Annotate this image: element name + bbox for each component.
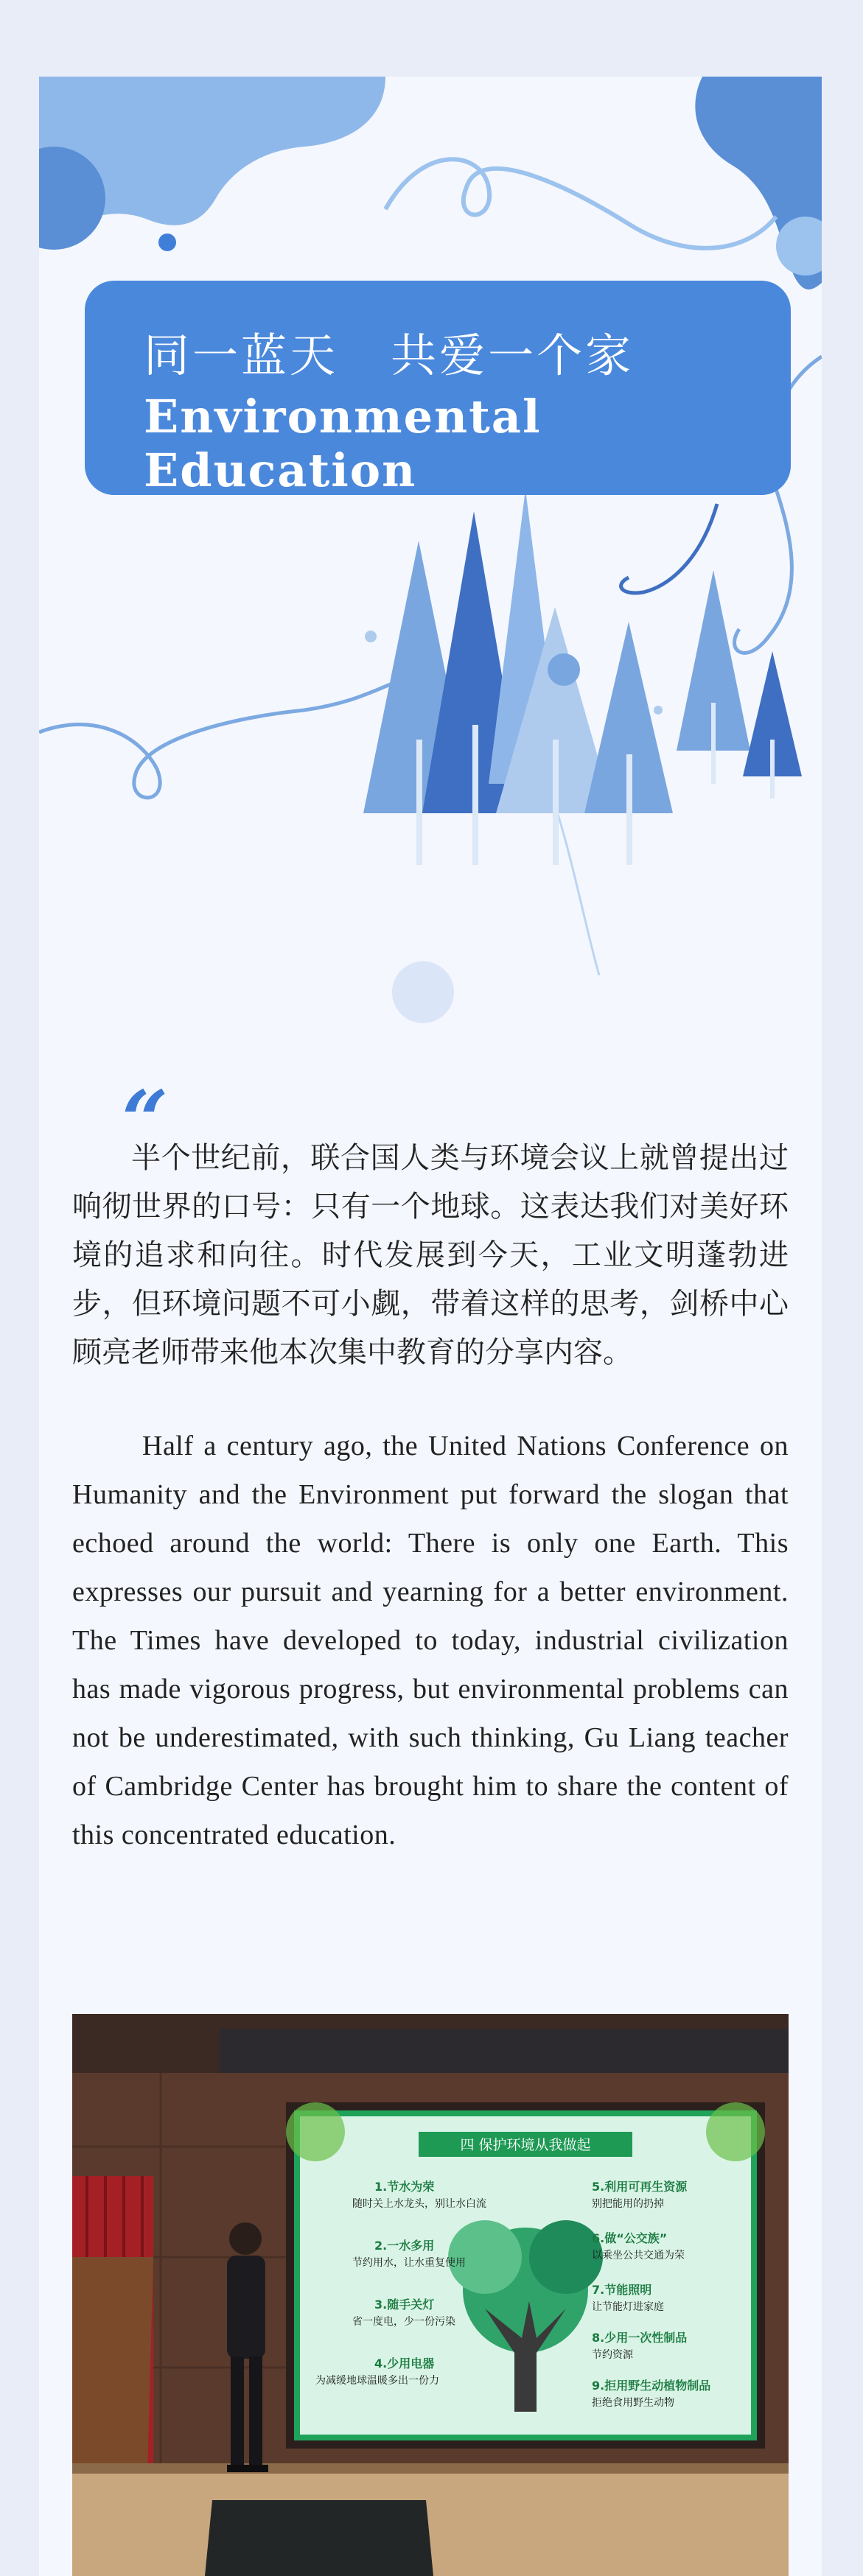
slide-item-left: 1.节水为荣 bbox=[374, 2180, 435, 2194]
slide-item-right-sub: 以乘坐公共交通为荣 bbox=[592, 2250, 685, 2261]
slide-item-right: 9.拒用野生动植物制品 bbox=[592, 2379, 711, 2393]
slide-item-right-sub: 拒绝食用野生动物 bbox=[592, 2397, 674, 2409]
slide-title: 四 保护环境从我做起 bbox=[460, 2137, 591, 2153]
article-card bbox=[39, 77, 822, 2576]
slide-item-left: 3.随手关灯 bbox=[374, 2298, 435, 2312]
quote-mark-icon: “ bbox=[122, 1073, 169, 1168]
slide-item-left: 2.一水多用 bbox=[374, 2239, 435, 2253]
paragraph-english: Half a century ago, the United Nations Conference on Humanity and the Environment put forward the slogan that echoed around the world: There is only one Earth. This expresses our pursuit and yearning for a better environment. The Times have developed to today, industrial civilization has made vigorous progress, but environmental problems can not be underestimated, with such thinking, Gu Liang teacher of Cambridge Center has brought him to share the content of this concentrated education. bbox=[72, 1431, 789, 1850]
title-chinese: 同一蓝天 共爱一个家 bbox=[144, 329, 635, 382]
tree-group bbox=[363, 489, 802, 865]
slide-item-right-sub: 节约资源 bbox=[592, 2349, 633, 2361]
slide-item-right-sub: 让节能灯进家庭 bbox=[592, 2301, 664, 2313]
title-english: Environmental Education bbox=[144, 390, 542, 497]
slide-item-left-sub: 为减缓地球温暖多出一份力 bbox=[315, 2375, 439, 2387]
slide-item-right: 7.节能照明 bbox=[592, 2283, 652, 2297]
slide-item-left-sub: 随时关上水龙头，别让水白流 bbox=[352, 2198, 486, 2210]
slide-item-right: 5.利用可再生资源 bbox=[592, 2180, 688, 2194]
slide-item-left-sub: 省一度电，少一份污染 bbox=[352, 2316, 455, 2328]
header-decoration bbox=[39, 77, 822, 1034]
slide-item-right-sub: 别把能用的扔掉 bbox=[592, 2198, 664, 2210]
title-banner bbox=[85, 281, 791, 495]
lecture-photo bbox=[72, 2014, 789, 2576]
slide-item-right: 8.少用一次性制品 bbox=[592, 2331, 688, 2345]
slide-item-left-sub: 节约用水，让水重复使用 bbox=[352, 2257, 466, 2269]
slide-item-left: 4.少用电器 bbox=[374, 2356, 435, 2370]
slide-item-right: 6.做“公交族” bbox=[592, 2231, 668, 2245]
paragraph-chinese: 半个世纪前，联合国人类与环境会议上就曾提出过响彻世界的口号：只有一个地球。这表达我们对美好环境的追求和向往。时代发展到今天，工业文明蓬勃进步，但环境问题不可小觑，带着这样的思考，剑桥中心顾亮老师带来他本次集中教育的分享内容。 bbox=[72, 1141, 789, 1369]
